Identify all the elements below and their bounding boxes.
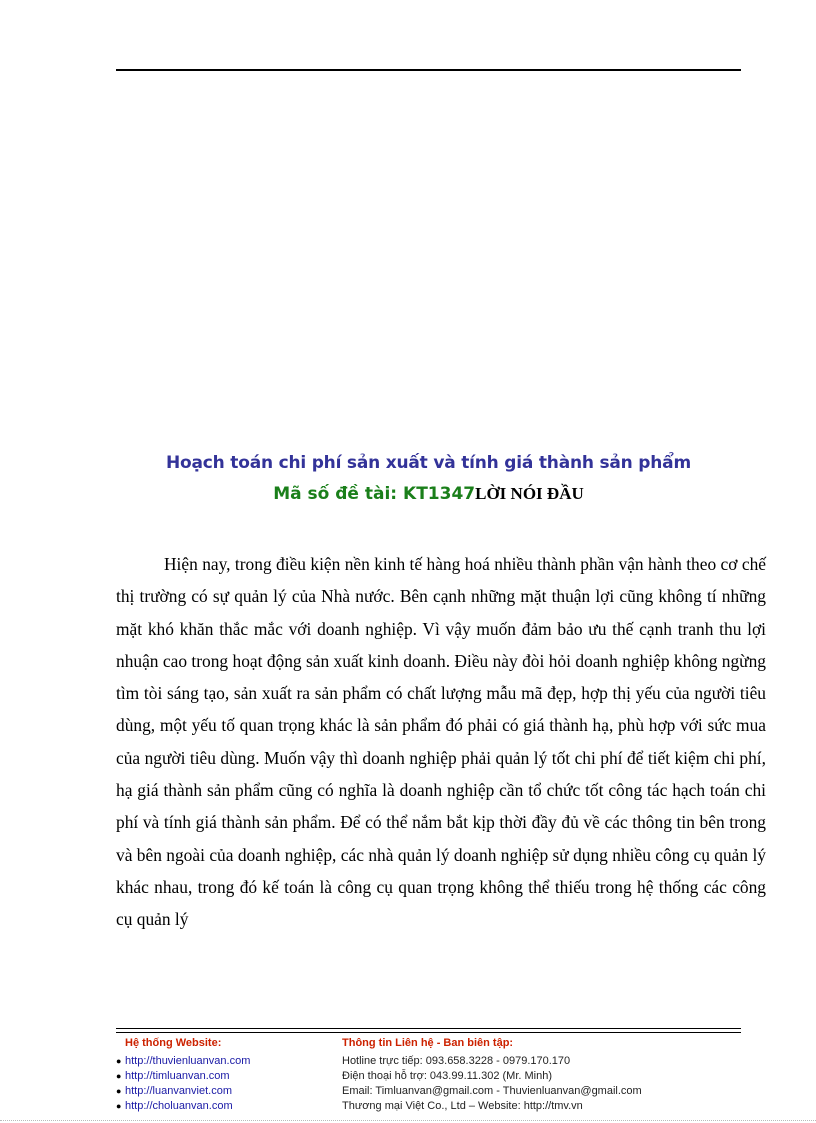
section-heading: LỜI NÓI ĐẦU	[475, 484, 584, 503]
contact-list	[342, 1054, 742, 1114]
document-title: Hoạch toán chi phí sản xuất và tính giá thành sản phẩm	[166, 453, 691, 473]
title-block	[116, 450, 741, 511]
contact-support-phone: Điện thoại hỗ trợ: 043.99.11.302 (Mr. Minh)	[342, 1070, 553, 1082]
bullet-icon: ●	[116, 1071, 122, 1081]
contact-company: Thương mại Việt Co., Ltd – Website: http://tmv.vn	[342, 1100, 583, 1112]
bullet-icon: ●	[116, 1101, 122, 1111]
footer-rule-top	[116, 1028, 741, 1029]
header-rule	[116, 69, 741, 71]
website-item	[116, 1069, 336, 1084]
topic-code-label: Mã số đề tài:	[273, 484, 404, 504]
title-subline	[116, 478, 741, 511]
website-link[interactable]: http://thuvienluanvan.com	[125, 1055, 251, 1067]
contact-heading: Thông tin Liên hệ - Ban biên tập:	[342, 1037, 514, 1049]
bullet-icon: ●	[116, 1056, 122, 1066]
bottom-dotted-line	[0, 1120, 816, 1121]
website-link[interactable]: http://choluanvan.com	[125, 1100, 233, 1112]
website-link[interactable]: http://timluanvan.com	[125, 1070, 230, 1082]
footer-contact	[342, 1037, 742, 1114]
bullet-icon: ●	[116, 1086, 122, 1096]
footer-rule-bottom	[116, 1032, 741, 1033]
website-item	[116, 1084, 336, 1099]
contact-hotline: Hotline trực tiếp: 093.658.3228 - 0979.170.170	[342, 1055, 571, 1067]
footer-websites	[116, 1037, 336, 1114]
contact-email: Email: Timluanvan@gmail.com - Thuvienluanvan@gmail.com	[342, 1085, 642, 1097]
website-item	[116, 1054, 336, 1069]
website-list	[116, 1054, 336, 1114]
body-paragraph: Hiện nay, trong điều kiện nền kinh tế hàng hoá nhiều thành phần vận hành theo cơ chế thị trường có sự quản lý của Nhà nước. Bên cạnh những mặt thuận lợi cũng không tí những mặt khó khăn thắc mắc với doanh nghiệp. Vì vậy muốn đảm bảo ưu thế cạnh tranh thu lợi nhuận cao trong hoạt động sản xuất kinh doanh. Điều này đòi hỏi doanh nghiệp không ngừng tìm tòi sáng tạo, sản xuất ra sản phẩm có chất lượng mẫu mã đẹp, hợp thị yếu của người tiêu dùng, một yếu tố quan trọng khác là sản phẩm đó phải có giá thành hạ, phù hợp với sức mua của người tiêu dùng. Muốn vậy thì doanh nghiệp phải quản lý tốt chi phí để tiết kiệm chi phí, hạ giá thành sản phẩm cũng có nghĩa là doanh nghiệp cần tổ chức tốt công tác hạch toán chi phí và tính giá thành sản phẩm. Để có thể nắm bắt kịp thời đầy đủ về các thông tin bên trong và bên ngoài của doanh nghiệp, các nhà quản lý doanh nghiệp sử dụng nhiều công cụ quản lý khác nhau, trong đó kế toán là công cụ quan trọng không thể thiếu trong hệ thống các công cụ quản lý	[116, 554, 766, 930]
website-link[interactable]: http://luanvanviet.com	[125, 1085, 233, 1097]
website-item	[116, 1099, 336, 1114]
websites-heading: Hệ thống Website:	[125, 1037, 222, 1049]
topic-code-value: KT1347	[403, 484, 476, 504]
